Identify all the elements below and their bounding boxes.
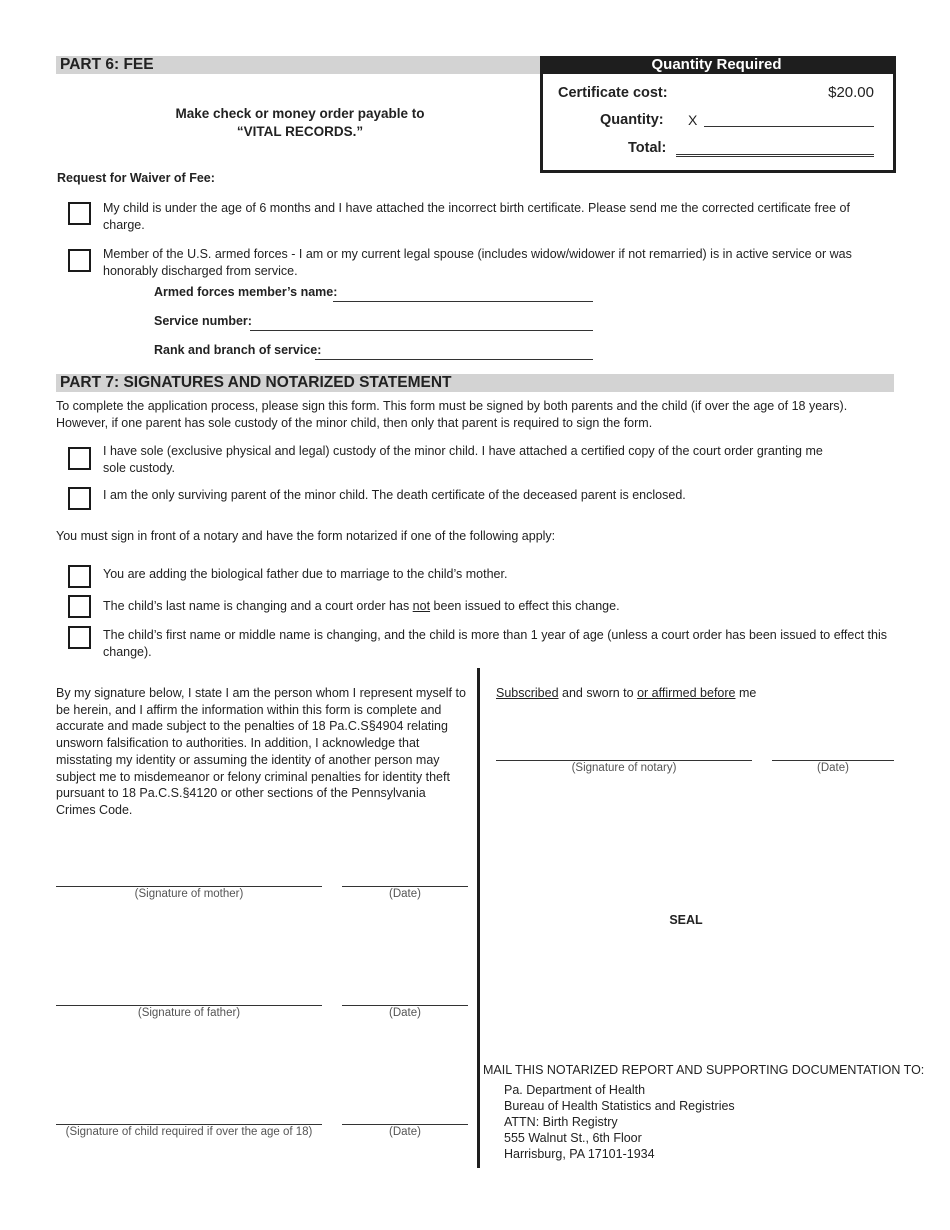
notary-option-3: The child’s first name or middle name is changing, and the child is more than 1 year of age (unless a court order has been issued to effect this change). <box>103 628 887 659</box>
armed-name-label: Armed forces member’s name: <box>154 285 338 299</box>
address-line: 555 Walnut St., 6th Floor <box>504 1131 642 1145</box>
mailing-address <box>504 1082 735 1162</box>
first-name-change-checkbox[interactable] <box>68 626 91 649</box>
child-signature-field[interactable] <box>56 1124 322 1125</box>
mail-header: MAIL THIS NOTARIZED REPORT AND SUPPORTING DOCUMENTATION TO: <box>483 1063 925 1077</box>
child-date-caption: (Date) <box>389 1126 421 1138</box>
payable-note <box>140 105 460 141</box>
notary-option-2-part-c: been issued to effect this change. <box>430 599 620 613</box>
quantity-field[interactable] <box>704 126 874 127</box>
cert-cost-value: $20.00 <box>828 84 874 101</box>
mother-date-field[interactable] <box>342 886 468 887</box>
address-line: ATTN: Birth Registry <box>504 1115 618 1129</box>
custody-option-1: I have sole (exclusive physical and legal) custody of the minor child. I have attached a certified copy of the court order granting me sole custody. <box>103 444 823 475</box>
notary-intro: You must sign in front of a notary and have the form notarized if one of the following apply: <box>56 529 556 543</box>
child-signature-caption: (Signature of child required if over the age of 18) <box>65 1126 313 1138</box>
sworn-statement <box>496 685 886 702</box>
part6-title: PART 6: FEE <box>60 56 154 73</box>
notary-date-field[interactable] <box>772 760 894 761</box>
waiver-armed-forces-checkbox[interactable] <box>68 249 91 272</box>
part6-title-bar <box>56 56 540 74</box>
rank-branch-field[interactable] <box>315 359 593 360</box>
sworn-and: and sworn to <box>558 686 638 700</box>
sworn-me: me <box>735 686 757 700</box>
last-name-change-checkbox[interactable] <box>68 595 91 618</box>
adding-father-checkbox[interactable] <box>68 565 91 588</box>
waiver-option-2: Member of the U.S. armed forces - I am or my current legal spouse (includes widow/widower if not remarried) is in active service or was honorably discharged from service. <box>103 247 852 278</box>
quantity-label: Quantity: <box>600 112 664 128</box>
notary-signature-field[interactable] <box>496 760 752 761</box>
mother-signature-caption: (Signature of mother) <box>134 888 244 900</box>
notary-date-caption: (Date) <box>817 762 849 774</box>
mother-date-caption: (Date) <box>389 888 421 900</box>
rank-branch-label: Rank and branch of service: <box>154 343 322 357</box>
address-line: Bureau of Health Statistics and Registries <box>504 1099 735 1113</box>
mother-signature-field[interactable] <box>56 886 322 887</box>
payable-line-2: “VITAL RECORDS.” <box>236 124 364 139</box>
total-field[interactable] <box>676 154 874 157</box>
payable-line-1: Make check or money order payable to <box>175 106 425 121</box>
notary-option-2-not: not <box>412 599 431 613</box>
father-signature-field[interactable] <box>56 1005 322 1006</box>
total-label: Total: <box>628 140 667 156</box>
waiver-title: Request for Waiver of Fee: <box>57 171 215 185</box>
part7-title-bar <box>56 374 894 392</box>
notary-option-2 <box>103 598 893 615</box>
sole-custody-checkbox[interactable] <box>68 447 91 470</box>
sworn-subscribed: Subscribed <box>496 686 559 700</box>
address-line: Harrisburg, PA 17101-1934 <box>504 1147 655 1161</box>
quantity-x: X <box>688 112 698 128</box>
waiver-option-1: My child is under the age of 6 months and I have attached the incorrect birth certificate. Please send me the corrected certificate free of charge. <box>103 201 850 232</box>
custody-option-2: I am the only surviving parent of the minor child. The death certificate of the deceased parent is enclosed. <box>103 488 686 502</box>
father-signature-caption: (Signature of father) <box>137 1007 241 1019</box>
notary-option-2-part-a: The child’s last name is changing and a court order has <box>103 599 413 613</box>
notary-option-1: You are adding the biological father due to marriage to the child’s mother. <box>103 567 508 581</box>
service-number-field[interactable] <box>250 330 593 331</box>
father-date-caption: (Date) <box>389 1007 421 1019</box>
column-divider <box>477 668 480 1168</box>
notary-signature-caption: (Signature of notary) <box>571 762 677 774</box>
part7-intro: To complete the application process, please sign this form. This form must be signed by both parents and the child (if over the age of 18 years). However, if one parent has sole custody of the minor child, then only that parent is required to sign the form. <box>56 399 848 430</box>
service-number-label: Service number: <box>154 314 252 328</box>
sworn-affirmed: or affirmed before <box>637 686 736 700</box>
seal-label: SEAL <box>669 913 703 927</box>
surviving-parent-checkbox[interactable] <box>68 487 91 510</box>
part7-title: PART 7: SIGNATURES AND NOTARIZED STATEMENT <box>60 374 452 391</box>
affirmation-text: By my signature below, I state I am the person whom I represent myself to be herein, and I affirm the information within this form is complete and accurate and made subject to the penalties of 18 Pa.C.S§4904 relating unsworn falsification to authorities. In addition, I acknowledge that misstating my identity or assuming the identity of another person may subject me to misdemeanor or felony criminal penalties for identity theft pursuant to 18 Pa.C.S.§4120 or other sections of the Pennsylvania Crimes Code. <box>56 686 466 817</box>
father-date-field[interactable] <box>342 1005 468 1006</box>
cert-cost-label: Certificate cost: <box>558 85 668 101</box>
armed-name-field[interactable] <box>333 301 593 302</box>
waiver-under-6-months-checkbox[interactable] <box>68 202 91 225</box>
child-date-field[interactable] <box>342 1124 468 1125</box>
quantity-header: Quantity Required <box>540 56 893 74</box>
address-line: Pa. Department of Health <box>504 1083 646 1097</box>
